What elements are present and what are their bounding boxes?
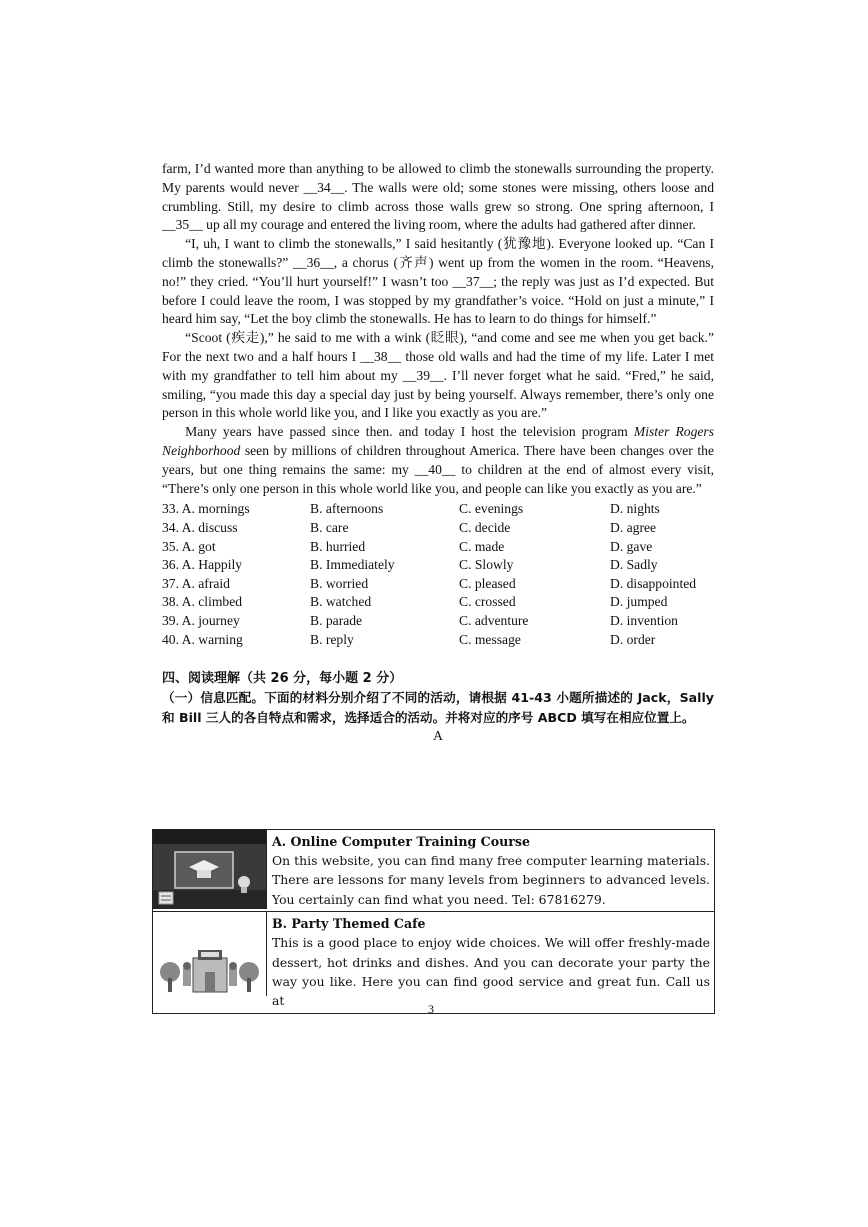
option-c: C. crossed	[459, 594, 516, 610]
activity-text-a	[267, 830, 714, 911]
option-a: 40. A. warning	[162, 631, 243, 647]
computer-course-image	[153, 830, 267, 909]
option-row	[162, 575, 714, 594]
cafe-building-icon	[153, 912, 266, 996]
paragraph-2: “I, uh, I want to climb the stonewalls,” I said hesitantly (犹豫地). Everyone looked up. “Can I climb the stonewalls?” __36__, a chorus (齐声) went up from the women in the room. “Heavens, no!” they cried. “You’ll hurt yourself!” I wasn’t too __37__; the reply was just as I’d expected. But before I could leave the room, I was stopped by my grandfather’s voice. “Hold on just a minute,” I heard him say, “Let the boy climb the stonewalls. He has to learn to do things for himself.”	[162, 236, 714, 327]
option-row	[162, 631, 714, 650]
option-d: D. invention	[610, 612, 678, 628]
option-b: B. worried	[310, 575, 369, 591]
option-b: B. Immediately	[310, 557, 395, 573]
paragraph-4-text-b: seen by millions of children throughout America. There have been changes over the years, but one thing remains the same: my __40__ to children at the end of almost every visit, “There’s only one person in this whole world like you, and people can like you exactly as you are.”	[162, 442, 714, 496]
option-row	[162, 519, 714, 538]
paragraph-1: farm, I’d wanted more than anything to be allowed to climb the stonewalls surrounding the property. My parents would never __34__. The walls were old; some stones were missing, others loose and crumbling. Still, my desire to climb across those walls grew so strong. One spring afternoon, I __35__ up all my courage and entered the living room, where the adults had gathered after dinner.	[162, 161, 714, 233]
option-c: C. decide	[459, 519, 511, 535]
option-a: 39. A. journey	[162, 612, 240, 628]
activity-description: On this website, you can find many free computer learning materials. There are lessons for many levels from beginners to advanced levels. You certainly can find what you need. Tel: 67816279.	[272, 853, 710, 907]
option-d: D. jumped	[610, 594, 668, 610]
option-row	[162, 500, 714, 519]
activity-entry-a	[153, 830, 714, 912]
option-d: D. gave	[610, 538, 653, 554]
section-instruction: （一）信息匹配。下面的材料分别介绍了不同的活动，请根据 41-43 小题所描述的 Jack，Sally 和 Bill 三人的各自特点和需求，选择适合的活动。并将对应的序号 ABCD 填写在相应位置上。	[162, 690, 714, 725]
graduation-screen-icon	[153, 830, 266, 909]
option-a: 36. A. Happily	[162, 557, 243, 573]
option-c: C. evenings	[459, 501, 524, 517]
option-b: B. hurried	[310, 538, 366, 554]
cafe-image	[153, 912, 267, 996]
option-d: D. nights	[610, 501, 660, 517]
option-row	[162, 593, 714, 612]
option-b: B. watched	[310, 594, 372, 610]
option-c: C. made	[459, 538, 505, 554]
activity-title: B. Party Themed Cafe	[272, 916, 426, 932]
option-b: B. parade	[310, 612, 363, 628]
option-a: 37. A. afraid	[162, 575, 230, 591]
paragraph-3: “Scoot (疾走),” he said to me with a wink (眨眼), “and come and see me when you get back.” For the next two and a half hours I __38__ those old walls and had the time of my life. Later I met with my grandfather to tell him about my __39__. I’ll never forget what he said. “Fred,” he said, smiling, “you made this day a special day just by being yourself. Always remember, there’s only one person in this whole world like you, and I like you exactly as you are.”	[162, 330, 714, 421]
answer-options	[162, 500, 714, 649]
activity-text-b	[267, 912, 714, 1013]
page-number: 3	[428, 1002, 434, 1016]
paragraph-4	[162, 423, 714, 498]
option-c: C. message	[459, 631, 521, 647]
section-heading: 四、阅读理解（共 26 分，每小题 2 分）	[162, 671, 403, 687]
option-a: 38. A. climbed	[162, 594, 243, 610]
option-b: B. reply	[310, 631, 354, 647]
program-title: Mister Rogers Neighborhood	[162, 424, 714, 458]
activity-description: This is a good place to enjoy wide choices. We will offer freshly-made dessert, hot drinks and dishes. And you can decorate your party the way you like. Here you can find good service and great fun. Call us at	[272, 935, 710, 1009]
paragraph-4-text-a: Many years have passed since then. and today I host the television program	[185, 424, 634, 440]
option-b: B. afternoons	[310, 501, 384, 517]
option-d: D. agree	[610, 519, 657, 535]
option-d: D. disappointed	[610, 575, 697, 591]
passage	[162, 160, 714, 745]
option-b: B. care	[310, 519, 349, 535]
option-a: 35. A. got	[162, 538, 216, 554]
option-a: 33. A. mornings	[162, 501, 250, 517]
material-letter: A	[433, 728, 443, 744]
option-row	[162, 556, 714, 575]
activity-title: A. Online Computer Training Course	[272, 834, 530, 849]
option-row	[162, 612, 714, 631]
option-a: 34. A. discuss	[162, 519, 238, 535]
option-d: D. order	[610, 631, 656, 647]
option-row	[162, 538, 714, 557]
option-c: C. pleased	[459, 575, 516, 591]
activity-entry-b	[153, 912, 714, 1013]
activities-table	[152, 829, 715, 1014]
option-c: C. adventure	[459, 612, 529, 628]
option-d: D. Sadly	[610, 557, 658, 573]
option-c: C. Slowly	[459, 557, 514, 573]
